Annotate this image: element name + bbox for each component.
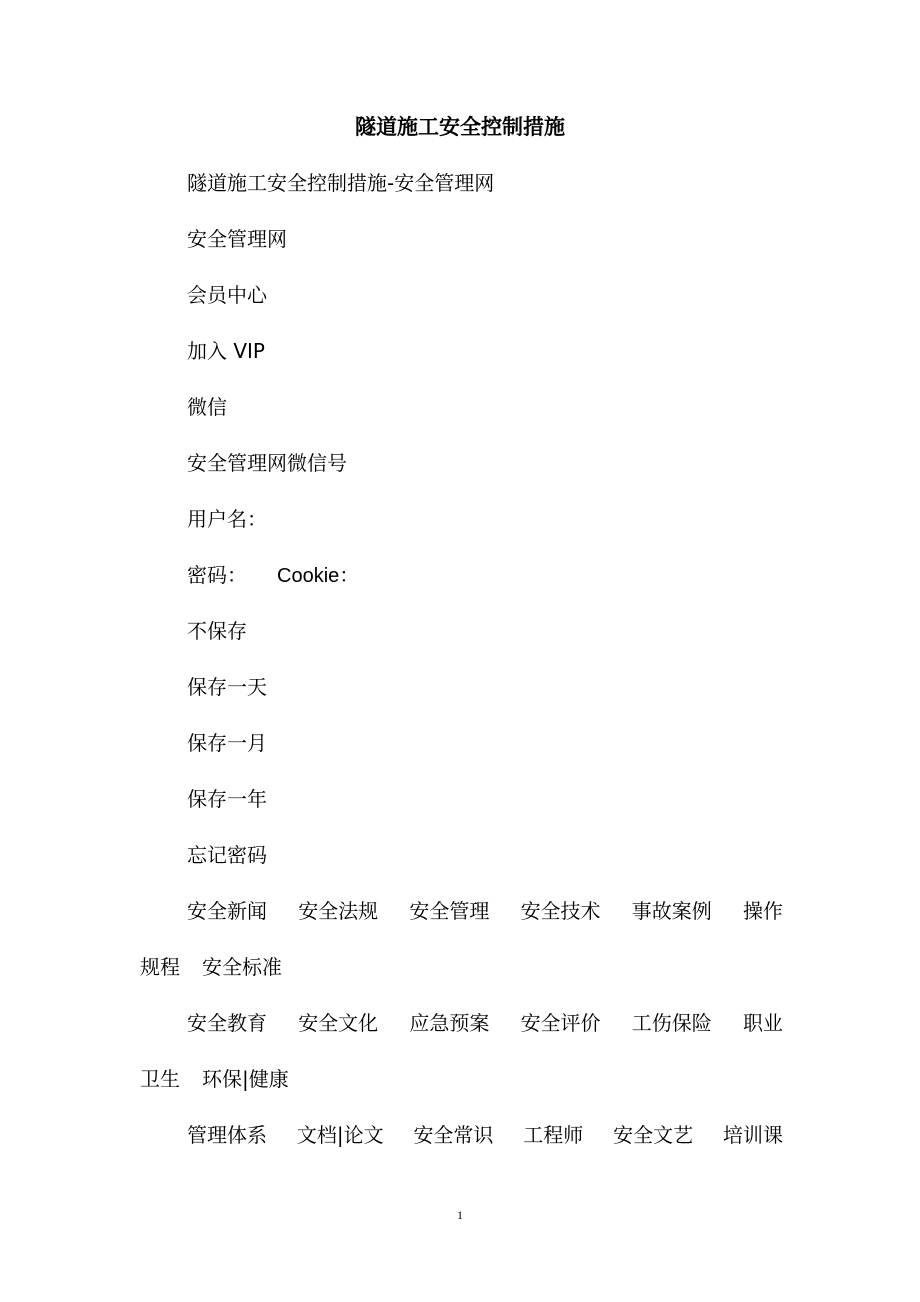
- nav-row-2: [187, 1008, 783, 1038]
- page-number: 1: [457, 1208, 463, 1222]
- document-title: 隧道施工安全控制措施: [355, 115, 565, 139]
- cookie-option-month[interactable]: 保存一月: [187, 731, 267, 755]
- subtitle-link[interactable]: 隧道施工安全控制措施-安全管理网: [187, 171, 495, 195]
- nav-item-common-knowledge[interactable]: 安全常识: [413, 1123, 494, 1147]
- member-center-link[interactable]: 会员中心: [187, 283, 267, 307]
- password-label: 密码：: [187, 563, 247, 587]
- nav-item-laws[interactable]: 安全法规: [298, 899, 379, 923]
- join-vip-link[interactable]: 加入 VIP: [187, 339, 265, 363]
- wechat-label: 微信: [187, 395, 227, 419]
- nav-item-procedures[interactable]: 规程: [140, 955, 180, 979]
- nav-item-news[interactable]: 安全新闻: [187, 899, 267, 923]
- password-cookie-row: [187, 560, 359, 591]
- nav-item-evaluation[interactable]: 安全评价: [520, 1011, 601, 1035]
- nav-row-1: [187, 896, 783, 926]
- nav-item-engineer[interactable]: 工程师: [523, 1123, 584, 1147]
- nav-item-operation[interactable]: 操作: [742, 899, 783, 923]
- nav-item-accident-cases[interactable]: 事故案例: [631, 899, 712, 923]
- nav-row-2-continued: [140, 1064, 289, 1094]
- nav-item-hygiene[interactable]: 卫生: [140, 1067, 180, 1091]
- nav-item-occupational[interactable]: 职业: [742, 1011, 783, 1035]
- nav-item-management-system[interactable]: 管理体系: [187, 1123, 267, 1147]
- nav-item-environment-health[interactable]: 环保|健康: [202, 1067, 289, 1091]
- username-label: 用户名：: [187, 507, 267, 531]
- cookie-option-none[interactable]: 不保存: [187, 619, 247, 643]
- nav-item-documents-papers[interactable]: 文档|论文: [296, 1123, 384, 1147]
- nav-item-technology[interactable]: 安全技术: [520, 899, 601, 923]
- cookie-label: Cookie：: [277, 565, 360, 587]
- nav-item-standards[interactable]: 安全标准: [202, 955, 282, 979]
- wechat-account-label: 安全管理网微信号: [187, 451, 347, 475]
- nav-item-management[interactable]: 安全管理: [409, 899, 490, 923]
- nav-item-training[interactable]: 培训课: [722, 1123, 783, 1147]
- nav-item-injury-insurance[interactable]: 工伤保险: [631, 1011, 712, 1035]
- site-name-link[interactable]: 安全管理网: [187, 227, 287, 251]
- nav-item-arts[interactable]: 安全文艺: [613, 1123, 694, 1147]
- cookie-option-day[interactable]: 保存一天: [187, 675, 267, 699]
- forgot-password-link[interactable]: 忘记密码: [187, 843, 267, 867]
- nav-item-education[interactable]: 安全教育: [187, 1011, 267, 1035]
- cookie-option-year[interactable]: 保存一年: [187, 787, 267, 811]
- nav-row-1-continued: [140, 952, 282, 982]
- nav-item-emergency-plan[interactable]: 应急预案: [409, 1011, 490, 1035]
- nav-item-culture[interactable]: 安全文化: [298, 1011, 379, 1035]
- nav-row-3: [187, 1120, 783, 1150]
